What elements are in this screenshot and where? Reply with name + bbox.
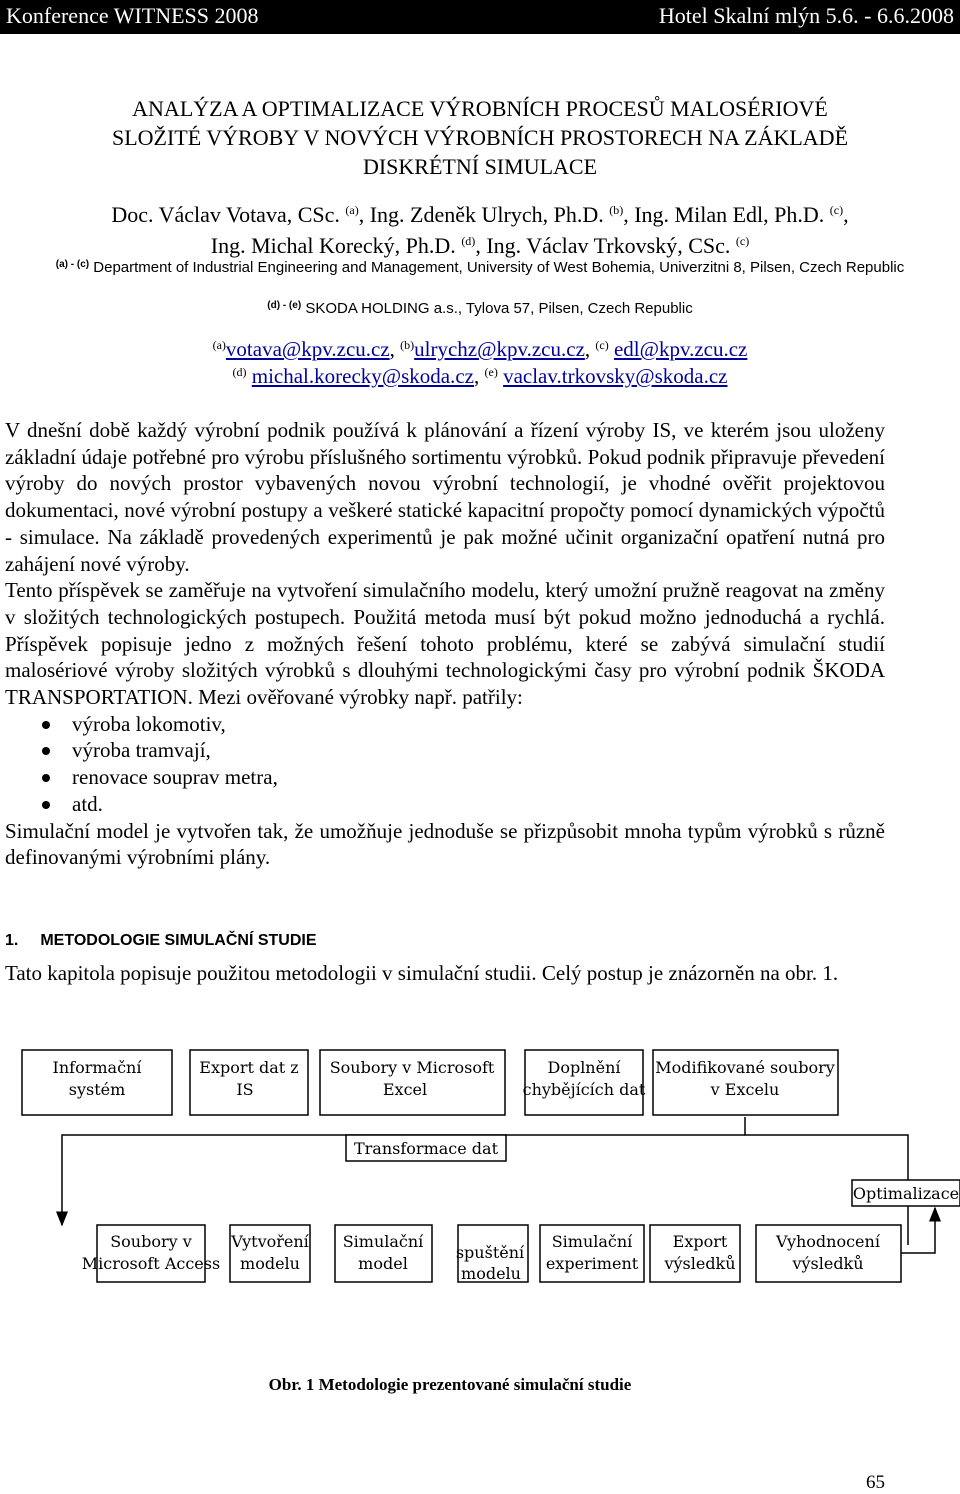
abstract-paragraph: Simulační model je vytvořen tak, že umožňuje jednoduše se přizpůsobit mnoha typům výrobků s různě definovanými výrobními plány.	[5, 818, 885, 870]
figure-caption: Obr. 1 Metodologie prezentované simulační studie	[268, 1375, 632, 1394]
box-label: v Excelu	[710, 1080, 780, 1099]
section-heading	[5, 932, 317, 950]
methodology-diagram	[0, 1040, 960, 1360]
email-link[interactable]: vaclav.trkovsky@skoda.cz	[503, 364, 728, 388]
box-label: výsledků	[792, 1254, 864, 1273]
transform-label: Transformace dat	[353, 1139, 499, 1158]
list-item: výroba lokomotiv,	[5, 711, 885, 738]
section-number: 1.	[5, 932, 19, 949]
section-title: METODOLOGIE SIMULAČNÍ STUDIE	[40, 932, 317, 949]
author-separator: ,	[843, 202, 849, 227]
box-label: model	[358, 1254, 408, 1273]
title-line: SLOŽITÉ VÝROBY V NOVÝCH VÝROBNÍCH PROSTORECH NA ZÁKLADĚ	[111, 125, 849, 150]
bullet-list	[5, 711, 885, 818]
box-label: Simulační	[342, 1232, 424, 1251]
email-link[interactable]: edl@kpv.zcu.cz	[613, 337, 748, 361]
box-label: systém	[68, 1080, 126, 1099]
author-name: , Ing. Milan Edl, Ph.D.	[623, 202, 825, 227]
author-list	[0, 199, 960, 261]
box-label: Soubory v Microsoft	[329, 1058, 495, 1077]
section-paragraph: Tato kapitola popisuje použitou metodologii v simulační studii. Celý postup je znázorněn na obr. 1.	[5, 961, 839, 985]
affiliation-university	[20, 257, 940, 278]
author-name: , Ing. Václav Trkovský, CSc.	[475, 233, 731, 258]
email-mark: (d)	[232, 365, 247, 379]
paper-title	[0, 94, 960, 181]
running-header	[0, 0, 960, 34]
abstract-paragraph: Tento příspěvek se zaměřuje na vytvoření simulačního modelu, který umožní pružně reagovat na změny v složitých technologických postupech. Použitá metoda musí být pokud možno jednoduchá a rychlá. Příspěvek popisuje jedno z možných řešení tohoto problému, které se zabývá simulační studií malosériové výroby složitých výrobků s dlouhými technologickými časy pro výrobní podnik ŠKODA TRANSPORTATION. Mezi ověřované výrobky např. patřily:	[5, 578, 885, 710]
box-label: Modifikované soubory	[655, 1058, 835, 1077]
author-name: , Ing. Zdeněk Ulrych, Ph.D.	[358, 202, 604, 227]
author-mark: (d)	[461, 234, 476, 248]
box-label: modelu	[240, 1254, 300, 1273]
box-label: Excel	[382, 1080, 428, 1099]
affiliation-company	[20, 298, 940, 319]
abstract	[5, 417, 885, 871]
page-number: 65	[866, 1472, 885, 1493]
box-label: Export dat z	[199, 1058, 299, 1077]
list-item: výroba tramvají,	[5, 737, 885, 764]
box-label: Export	[672, 1232, 728, 1251]
box-label: IS	[236, 1080, 254, 1099]
author-mark: (a)	[345, 203, 359, 217]
affiliation-text: SKODA HOLDING a.s., Tylova 57, Pilsen, Czech Republic	[305, 300, 693, 317]
email-mark: (e)	[484, 365, 498, 379]
affiliation-mark: (d) - (e)	[267, 300, 302, 311]
box-label: Doplnění	[547, 1058, 621, 1077]
section-text	[5, 960, 885, 987]
list-item: atd.	[5, 791, 885, 818]
box-label: Vyhodnocení	[776, 1232, 880, 1251]
box-label: experiment	[545, 1254, 639, 1273]
title-line: ANALÝZA A OPTIMALIZACE VÝROBNÍCH PROCESŮ MALOSÉRIOVÉ	[132, 96, 828, 121]
title-line: DISKRÉTNÍ SIMULACE	[362, 154, 598, 179]
author-line	[0, 199, 960, 230]
list-item: renovace souprav metra,	[5, 764, 885, 791]
email-mark: (a)	[212, 338, 226, 352]
diagram-row-1	[22, 1050, 838, 1115]
email-line	[0, 363, 960, 390]
affiliation-mark: (a) - (c)	[55, 259, 90, 270]
author-mark: (c)	[735, 234, 750, 248]
box-label: Microsoft Access	[81, 1254, 221, 1273]
email-list	[0, 336, 960, 390]
email-link[interactable]: ulrychz@kpv.zcu.cz	[414, 337, 585, 361]
box-label: spuštění	[455, 1243, 525, 1262]
author-name: Ing. Michal Korecký, Ph.D.	[210, 233, 456, 258]
box-label: chybějících dat	[522, 1080, 646, 1099]
email-link[interactable]: votava@kpv.zcu.cz	[225, 337, 390, 361]
email-mark: (b)	[400, 338, 415, 352]
email-separator: ,	[474, 364, 485, 388]
author-mark: (b)	[609, 203, 624, 217]
email-line	[0, 336, 960, 363]
optimization-label: Optimalizace	[852, 1184, 960, 1203]
box-label: Simulační	[551, 1232, 633, 1251]
author-name: Doc. Václav Votava, CSc.	[111, 202, 340, 227]
email-separator: ,	[389, 337, 401, 361]
optimization-arrow	[901, 1208, 935, 1253]
box-label: modelu	[461, 1264, 521, 1283]
email-link[interactable]: michal.korecky@skoda.cz	[251, 364, 474, 388]
box-label: Vytvoření	[231, 1232, 309, 1251]
author-mark: (c)	[829, 203, 844, 217]
diagram-row-2	[82, 1225, 901, 1283]
box-label: Soubory v	[110, 1232, 192, 1251]
box-label: výsledků	[664, 1254, 736, 1273]
conference-name: Konference WITNESS 2008	[6, 3, 259, 28]
conference-venue-date: Hotel Skalní mlýn 5.6. - 6.6.2008	[658, 3, 954, 28]
box-label: Informační	[52, 1058, 142, 1077]
affiliation-text: Department of Industrial Engineering and Management, University of West Bohemia, Univerzitni 8, Pilsen, Czech Republic	[93, 259, 905, 276]
email-mark: (c)	[595, 338, 609, 352]
email-separator: ,	[584, 337, 596, 361]
abstract-paragraph: V dnešní době každý výrobní podnik používá k plánování a řízení výroby IS, ve kterém jsou uloženy základní údaje potřebné pro výrobu příslušného sortimentu výrobků. Pokud podnik připravuje převedení výroby do nových prostor vybavených novou výrobní technologií, je vhodné ověřit projektovou dokumentaci, nové výrobní postupy a veškeré statické kapacitní propočty pomocí dynamických výpočtů - simulace. Na základě provedených experimentů je pak možné učinit organizační opatření nutná pro zahájení nové výroby.	[5, 418, 885, 576]
